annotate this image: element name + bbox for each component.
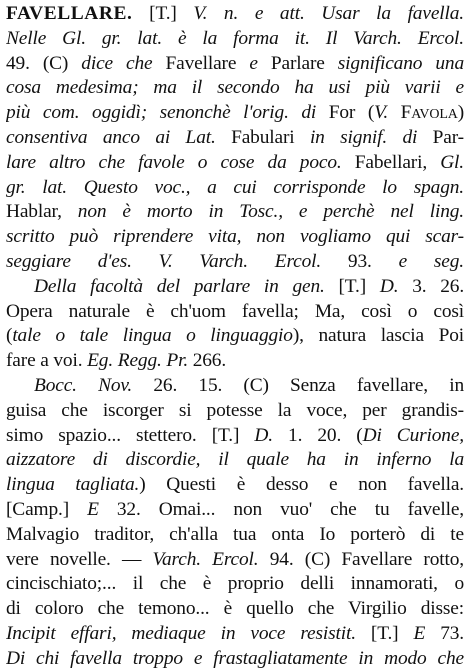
text-line <box>6 424 464 449</box>
text-segment: Favola <box>400 102 458 124</box>
text-segment: tale o tale lingua o linguaggio <box>12 325 293 347</box>
text-segment: guisa che iscorger si potesse la voce, per grandis- <box>6 399 464 421</box>
text-line <box>6 76 464 101</box>
text-segment: dice che <box>81 52 166 74</box>
text-segment: Della facoltà del parlare in gen. <box>34 275 339 297</box>
text-segment: fare a voi. <box>6 350 88 372</box>
text-segment: Par- <box>432 126 464 148</box>
text-segment: ) Questi è desso e non favella. <box>139 474 464 496</box>
text-segment: [T.] <box>370 622 414 644</box>
text-line <box>6 374 464 399</box>
text-line <box>6 399 464 424</box>
text-line <box>6 572 464 597</box>
text-line <box>6 101 464 126</box>
text-segment: non è morto in Tosc., e perchè nel ling. <box>77 201 464 223</box>
text-segment: lingua tagliata. <box>6 474 140 496</box>
text-line <box>6 498 464 523</box>
text-segment: 32. Omai... non vuo' che tu favelle, <box>116 498 464 520</box>
text-segment: Fabulari <box>231 126 310 148</box>
text-segment: Malvagio traditor, ch'alla tua onta Io porterò di te <box>6 523 464 545</box>
text-segment: Gl. <box>440 151 464 173</box>
headword: FAVELLARE. <box>6 3 133 24</box>
text-segment: di coloro che temono... è quello che Virgilio disse: <box>6 598 464 620</box>
text-segment: [Camp.] <box>6 498 88 520</box>
text-segment: aizzatore di discordie, il quale ha in inferno la <box>6 449 464 471</box>
text-segment: Opera naturale è ch'uom favella; Ma, così o così <box>6 300 464 322</box>
text-line <box>6 250 464 275</box>
text-segment: Nelle Gl. gr. lat. è la forma it. Il Varch. Ercol. <box>6 27 464 49</box>
text-segment: Di Curione, <box>362 424 464 446</box>
text-segment: 93. <box>347 250 399 272</box>
text-segment: lare altro che favole o cose da poco. <box>6 151 355 173</box>
text-segment: D. <box>254 424 289 446</box>
text-segment: e <box>249 52 271 74</box>
text-segment: più com. oggidì; senonchè l'orig. di <box>6 102 329 124</box>
text-segment: Di chi favella troppo e frastagliatamente in modo che <box>6 647 464 669</box>
text-segment: Hablar, <box>6 201 78 223</box>
text-segment: gr. lat. Questo voc., a cui corrisponde lo spagn. <box>6 176 464 198</box>
text-line <box>6 448 464 473</box>
text-segment: E <box>87 498 117 520</box>
text-segment: consentiva anco ai Lat. <box>6 126 232 148</box>
text-segment: in signif. di <box>309 126 433 148</box>
text-segment: Favellare <box>165 52 250 74</box>
text-line <box>6 225 464 250</box>
text-line <box>6 2 464 27</box>
text-segment: cincischiato;... il che è proprio delli innamorati, o <box>6 573 464 595</box>
text-segment: ( <box>6 325 13 347</box>
text-segment: ), natura lascia Poi <box>292 325 464 347</box>
text-segment: [T.] <box>132 3 194 24</box>
text-segment: [T.] <box>338 275 380 297</box>
text-line <box>6 324 464 349</box>
text-line <box>6 176 464 201</box>
text-line <box>6 151 464 176</box>
text-segment: 73. <box>440 622 464 644</box>
text-segment: For ( <box>328 102 375 124</box>
text-segment: Fabellari, <box>354 151 441 173</box>
text-segment: E <box>413 622 441 644</box>
text-line <box>6 52 464 77</box>
text-segment: significano una <box>337 52 464 74</box>
text-line <box>6 300 464 325</box>
text-segment: 1. 20. ( <box>288 424 363 446</box>
text-segment: Varch. Ercol. <box>152 548 270 570</box>
dictionary-entry-favellare <box>6 2 464 672</box>
text-line <box>6 349 464 374</box>
text-segment: e seg. <box>398 250 464 272</box>
text-line <box>6 597 464 622</box>
text-line <box>6 622 464 647</box>
text-segment: simo spazio... stettero. [T.] <box>6 424 255 446</box>
text-segment: D. <box>379 275 413 297</box>
text-segment: Eg. Regg. Pr. <box>87 350 193 372</box>
text-segment: scritto può riprendere vita, non vogliamo qui scar- <box>6 226 464 248</box>
text-line <box>6 275 464 300</box>
text-segment: cosa medesima; ma il secondo ha usi più varii e <box>6 77 464 99</box>
text-segment: V. n. e att. Usar la favella. <box>193 3 464 24</box>
text-segment: 49. (C) <box>6 52 82 74</box>
text-line <box>6 548 464 573</box>
text-segment: Bocc. Nov. <box>34 374 154 396</box>
text-segment: V. <box>374 102 401 124</box>
text-line <box>6 27 464 52</box>
text-segment: Incipit effari, mediaque in voce resistit. <box>6 622 371 644</box>
text-line <box>6 473 464 498</box>
text-segment: seggiare d'es. V. Varch. Ercol. <box>6 250 348 272</box>
text-segment: 94. (C) Favellare rotto, <box>269 548 464 570</box>
text-segment: 26. 15. (C) Senza favellare, in <box>153 374 464 396</box>
text-line <box>6 647 464 672</box>
text-segment: 3. 26. <box>412 275 464 297</box>
text-line <box>6 523 464 548</box>
text-segment: vere novelle. — <box>6 548 153 570</box>
text-line <box>6 126 464 151</box>
text-segment: 266. <box>192 350 227 372</box>
text-segment: ) <box>457 102 464 124</box>
text-line <box>6 200 464 225</box>
text-segment: Parlare <box>270 52 338 74</box>
